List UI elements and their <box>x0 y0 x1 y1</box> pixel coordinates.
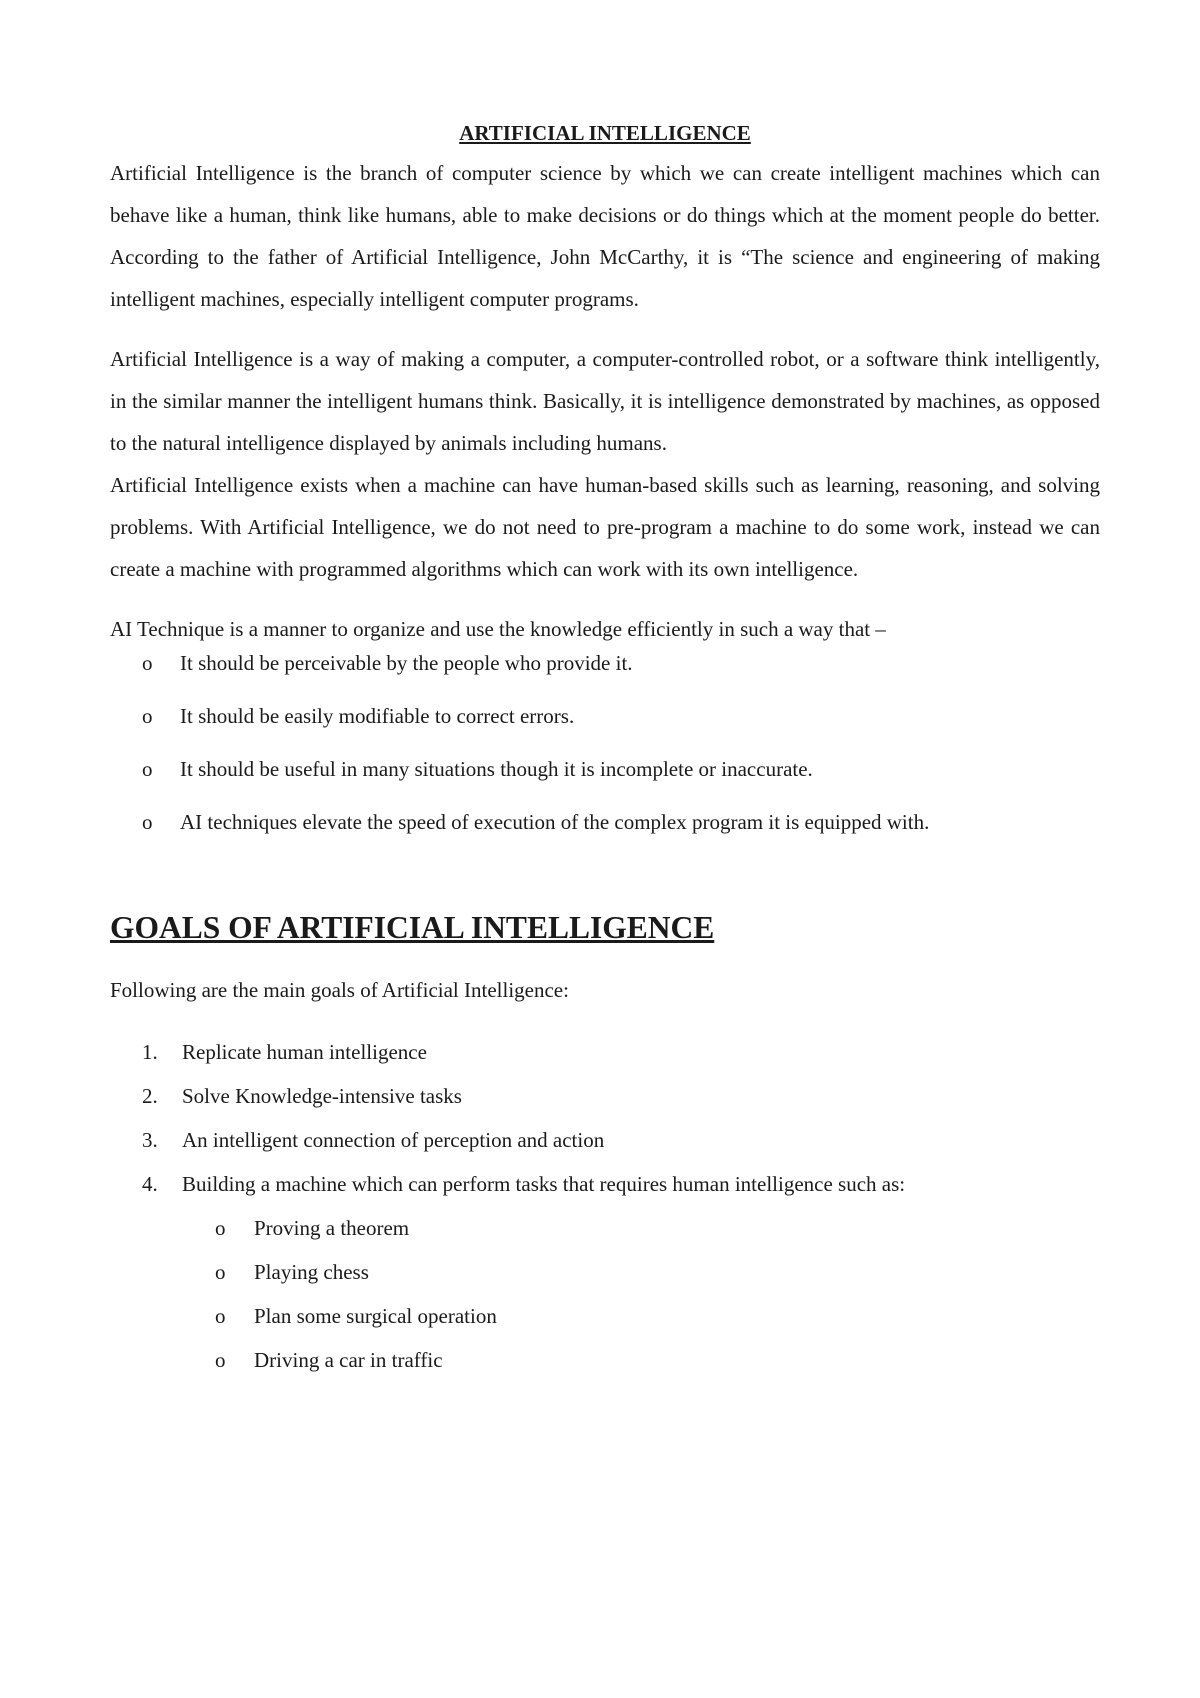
examples-list <box>182 1215 1100 1373</box>
technique-paragraph: AI Technique is a manner to organize and use the knowledge efficiently in such a way that – <box>110 617 886 641</box>
intro-paragraph: Artificial Intelligence is the branch of computer science by which we can create intelligent machines which can behave like a human, think like humans, able to make decisions or do things which at the moment people do better. According to the father of Artificial Intelligence, John McCarthy, it is “The science and engineering of making intelligent machines, especially intelligent computer programs. <box>110 161 1100 311</box>
goal-item <box>110 1171 1100 1373</box>
goal-item <box>110 1083 1100 1109</box>
bullet-marker: o <box>142 810 153 834</box>
list-item-text: It should be perceivable by the people who provide it. <box>180 651 633 675</box>
bullet-marker: o <box>142 757 153 781</box>
bullet-marker: o <box>142 651 153 675</box>
list-item <box>110 703 1100 729</box>
list-item <box>110 809 1100 835</box>
technique-list <box>110 650 1100 835</box>
example-text: Proving a theorem <box>254 1216 410 1240</box>
example-text: Playing chess <box>254 1260 369 1284</box>
goal-number: 3. <box>142 1128 158 1152</box>
list-item-text: It should be easily modifiable to correct errors. <box>180 704 575 728</box>
document-title: ARTIFICIAL INTELLIGENCE <box>459 121 751 145</box>
example-item <box>182 1259 1100 1285</box>
goal-number: 4. <box>142 1172 158 1196</box>
document-page <box>110 118 1100 1391</box>
definition-paragraph: Artificial Intelligence is a way of making a computer, a computer-controlled robot, or a software think intelligently, in the similar manner the intelligent humans think. Basically, it is intelligence demonstrated by machines, as opposed to the natural intelligence displayed by animals including humans. <box>110 347 1100 455</box>
goal-number: 1. <box>142 1040 158 1064</box>
goal-item <box>110 1127 1100 1153</box>
example-item <box>182 1215 1100 1241</box>
goal-number: 2. <box>142 1084 158 1108</box>
goal-text: Building a machine which can perform tasks that requires human intelligence such as: <box>182 1172 906 1196</box>
bullet-marker: o <box>215 1304 226 1328</box>
skills-paragraph: Artificial Intelligence exists when a machine can have human-based skills such as learning, reasoning, and solving problems. With Artificial Intelligence, we do not need to pre-program a machine to do some work, instead we can create a machine with programmed algorithms which can work with its own intelligence. <box>110 473 1100 581</box>
list-item <box>110 650 1100 676</box>
list-item-text: It should be useful in many situations though it is incomplete or inaccurate. <box>180 757 813 781</box>
example-item <box>182 1347 1100 1373</box>
goals-intro: Following are the main goals of Artificial Intelligence: <box>110 978 569 1002</box>
list-item-text: AI techniques elevate the speed of execution of the complex program it is equipped with. <box>180 810 930 834</box>
bullet-marker: o <box>215 1260 226 1284</box>
goal-item <box>110 1039 1100 1065</box>
goals-heading: GOALS OF ARTIFICIAL INTELLIGENCE <box>110 910 715 945</box>
goals-list <box>110 1039 1100 1373</box>
bullet-marker: o <box>142 704 153 728</box>
list-item <box>110 756 1100 782</box>
goal-text: Solve Knowledge-intensive tasks <box>182 1084 462 1108</box>
example-text: Plan some surgical operation <box>254 1304 497 1328</box>
bullet-marker: o <box>215 1216 226 1240</box>
example-text: Driving a car in traffic <box>254 1348 443 1372</box>
goal-text: Replicate human intelligence <box>182 1040 427 1064</box>
goal-text: An intelligent connection of perception and action <box>182 1128 605 1152</box>
bullet-marker: o <box>215 1348 226 1372</box>
example-item <box>182 1303 1100 1329</box>
